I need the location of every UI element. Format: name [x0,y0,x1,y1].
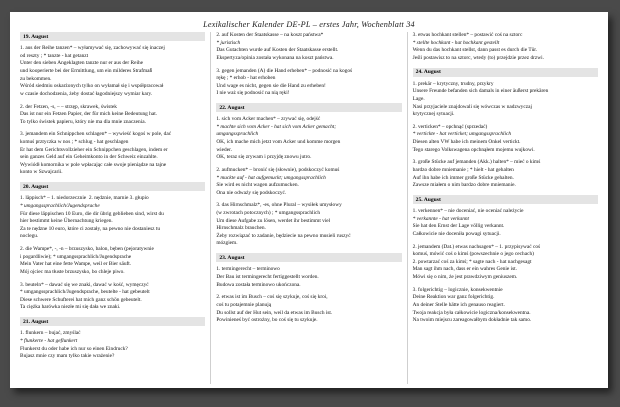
dictionary-entry [20,131,205,176]
entry-line: 1. läppisch* – 1. niedorzecznie 2. nędznie, marnie 3. głupio [20,195,149,202]
dictionary-entry [216,116,401,161]
entry-line: 2. jemandem (Dat.) etwas nachsagen* – 1. przypisywać coś [412,243,541,250]
entry-line: Mein Vater hat eine fette Wampe, weil er Bier säuft. [20,261,132,268]
entry-line: An deiner Stelle hätte ich genauso reagiert. [412,301,505,308]
dictionary-entry [216,32,401,62]
entry-line: 3. folgerichtig – logicznie, konsekwentnie [412,286,503,293]
entry-line: * vertickte - hat verticket; umgangssprachlich [412,131,512,138]
entry-line: Auf ihn habe ich immer große Stücke gehalten. [412,174,514,181]
entry-line: Twoja reakcja była całkowicie logiczna/konsekwentna. [412,309,531,316]
entry-line: 2. aufmucken* – bronić się (słownie), podskoczyć komuś [216,166,340,173]
entry-line: 3. jemandem ein Schnippchen schlagen* – wywieść kogoś w pole, dać [20,131,172,138]
entry-line: * umgangssprachlich/Jugendsprache [20,203,100,210]
entry-line: Unsere Freunde befanden sich damals in einer äußerst prekären [412,88,549,95]
entry-line: Mój ojciec ma tłuste brzuszysko, bo chleje piwo. [20,268,125,275]
dictionary-entry [20,330,205,360]
entry-line: Man sagt ihm nach, dass er ein wahres Genie ist. [412,266,517,273]
entry-line: Flunkerst du oder habe ich nur so einen Eindruck? [20,345,128,352]
entry-line: * machte sich vom Acker - hat sich vom Acker gemacht; [216,123,337,130]
entry-line: 2. auf Kosten der Staatskasse – na koszt państwa* [216,32,324,38]
entry-line: Mówi się o nim, że jest prawdziwym geniuszem. [412,274,518,281]
entry-line: 3. beuteln* – dawać się we znaki, dawać w kość, wymęczyć [20,281,149,288]
entry-line: * flunkerte - hat geflunkert [20,338,78,345]
entry-line: 1. prekär – krytyczny, trudny, przykry [412,80,494,87]
dictionary-entry [20,104,205,127]
entry-line: 3. gegen jemanden (A) die Hand erheben* – podnosić na kogoś [216,67,353,74]
entry-line: * verkannte - hat verkannt [412,215,470,222]
dictionary-entry [216,202,401,247]
entry-line: 2. etwas ist im Busch – coś się szykuje, coś się kroi, [216,294,328,301]
dictionary-entry [413,124,598,154]
columns-container [10,32,608,384]
entry-line: OK, teraz się zrywam i przyjdę znowu jutro. [216,154,312,161]
dictionary-entry [216,266,401,289]
entry-line: Das ist nur ein Fetzen Papier, der für mich keine Bedeutung hat. [20,111,158,118]
entry-line: Du sollst auf der Hut sein, weil da etwas im Busch ist. [216,309,333,316]
entry-line: Sie wird es nicht wagen aufzumucken. [216,182,299,189]
calendar-column-2 [210,32,406,384]
entry-line: Der Bau ist termingerecht fertiggestellt worden. [216,274,319,281]
calendar-column-3 [407,32,603,384]
entry-line: w czasie dochodzenia, żeby dostać łagodniejszy wymiar kary. [20,90,153,97]
entry-line: mózgiem. [216,240,238,247]
entry-line: Für diese läppischen 10 Euro, die dir übrig geblieben sind, wirst du [20,210,164,217]
entry-line: Ekspertyza/opinia została wykonana na koszt państwa. [216,54,334,61]
entry-line: krytycznej sytuacji. [412,111,455,118]
entry-line: konto w Szwajcarii. [20,169,63,176]
entry-line: Das Gutachten wurde auf Kosten der Staatskasse erstellt. [216,47,339,54]
entry-line: Wśród siedmiu oskarżonych tylko on wyłamał się i współpracował [20,83,164,90]
entry-line: Budowa została terminowo ukończona. [216,281,301,288]
entry-line: 1. aus der Reihe tanzen* – wyłamywać się, zachowywać się inaczej [20,45,165,52]
entry-line: * stellte hochkant - hat hochkant gestellt [412,39,500,46]
day-header: 21. August [20,317,205,326]
entry-line: Ta ciężka harówka niezłe mi się dała we znaki. [20,304,121,311]
entry-line: 3. etwas hochkant stellen* – postawić coś na sztorc [412,32,523,38]
dictionary-entry [216,294,401,324]
dictionary-entry [20,246,205,276]
entry-line: Tego starego Volkswagena opchnąłem mojemu wujkowi. [412,146,535,153]
entry-line: To tylko świstek papieru, który nie ma dla mnie znaczenia. [20,118,146,125]
day-header: 25. August [413,195,598,204]
dictionary-entry [216,167,401,197]
entry-line: Jeśli postawisz to na sztorc, wtedy (to) przejdzie przez drzwi. [412,54,544,61]
dictionary-entry [20,195,205,240]
entry-line: Bujasz mnie czy mam tylko takie wrażenie? [20,353,115,360]
entry-line: i pogardliwie); * umgangssprachlich/Jugendsprache [20,253,132,260]
entry-line: Lage. [412,95,425,102]
entry-line: zu bekommen. [20,75,52,82]
entry-line: 2. verticken* – opchnąć (sprzedać) [412,123,488,130]
entry-line: Nasi przyjaciele znajdowali się wówczas w nadzwyczaj [412,103,532,110]
entry-line: bardzo dobre mniemanie ; * hielt - hat gehalten [412,166,514,173]
entry-line: Ona nie odważy się podskoczyć. [216,189,287,196]
entry-line: umgangssprachlich [216,131,259,138]
document-page [10,12,608,388]
entry-line: 1. flunkern – bujać, zmyślać [20,330,81,337]
entry-line: Na twoim miejscu zareagowałbym dokładnie tak samo. [412,317,532,324]
entry-line: komuś prztyczka w nos ; * schlug - hat geschlagen [20,139,129,146]
dictionary-entry [413,244,598,282]
entry-line: hier bestimmt keine Übernachtung kriegen. [20,218,113,225]
entry-line: komuś, mówić coś o kimś (powszechnie o jego cechach) [412,251,534,258]
entry-line: 3. große Stücke auf jemanden (Akk.) halten* – mieć o kimś [412,159,541,166]
entry-line: Diese schwere Schufterei hat mich ganz schön gebeutelt. [20,296,142,303]
entry-line: Wywiódł komornika w pole wpłacając całe swoje pieniądze na tajne [20,161,167,168]
dictionary-entry [413,81,598,119]
entry-line: Zawsze miałem o nim bardzo dobre mniemanie. [412,182,516,189]
entry-line: Unter den sieben Angeklagten tanzte nur er aus der Reihe [20,60,144,67]
dictionary-entry [216,68,401,98]
entry-line: rękę ; * erhob - hat erhoben [216,75,276,82]
entry-line: und kooperierte bei der Ermittlung, um ein milderes Strafmaß [20,68,153,75]
entry-line: 2. powtarzać coś za kimś; * sagte nach - hat nachgesagt [412,258,532,265]
entry-line: (w zwrotach potocznych) ; * umgangssprachlich [216,210,321,217]
page-title: Lexikalischer Kalender DE-PL – erstes Jahr, Wochenblatt 34 [203,20,415,29]
entry-line: 1. sich vom Acker machen* – zrywać się, odejść [216,116,321,123]
entry-line: Hirnschmalz brauchen. [216,225,266,232]
entry-line: * juristisch [216,39,241,46]
entry-line: Całkowicie nie doceniła powagi sytuacji. [412,230,501,237]
dictionary-entry [413,287,598,325]
entry-line: Powinieneś być ostrożny, bo coś się tu szykuje. [216,317,318,324]
entry-line: sein ganzes Geld auf ein Geheimkonto in der Schweiz einzahlte. [20,154,158,161]
entry-line: OK, ich mache mich jetzt vom Acker und komme morgen [216,139,341,146]
entry-line: Żeby rozwiązać to zadanie, będziecie na pewno musieli ruszyć [216,232,351,239]
day-header: 22. August [216,103,401,112]
dictionary-entry [20,282,205,312]
day-header: 20. August [20,182,205,191]
entry-line: Er hat dem Gerichtsvollzieher ein Schnippchen geschlagen, indem er [20,146,168,153]
dictionary-entry [20,45,205,98]
entry-line: Und wage es nicht, gegen sie die Hand zu erheben! [216,82,326,89]
day-header: 19. August [20,32,205,41]
dictionary-entry [413,208,598,238]
entry-line: Za te nędzne 10 euro, które ci zostały, na pewno nie dostaniesz tu [20,225,161,232]
entry-line: Diesen alten VW habe ich meinem Onkel vertickt. [412,139,521,146]
entry-line: 2. die Wampe*, -, -n – brzuszysko, balon, bęben (pejoratywnie [20,246,154,253]
entry-line: od reszty ; * tanzte - hat getanzt [20,52,89,59]
entry-line: Deine Reaktion war ganz folgerichtig. [412,294,495,301]
entry-line: Wenn du das hochkant stellst, dann passt es durch die Tür. [412,47,538,54]
dictionary-entry [413,32,598,62]
entry-line: 2. der Fetzen, -s, – – strzęp, skrawek, świstek [20,103,117,110]
entry-line: Um diese Aufgabe zu lösen, werdet ihr bestimmt viel [216,217,331,224]
entry-line: * muckte auf - hat aufgemuckt; umgangssprachlich [216,174,326,181]
calendar-column-1 [15,32,210,384]
entry-line: coś tu potajemnie planują [216,301,272,308]
entry-line: * umgangssprachlich/Jugendsprache, beutelte - hat gebeutelt [20,289,150,296]
entry-line: 1. verkennen* – nie doceniać, nie oceniać należycie [412,208,524,215]
entry-line: I nie waż się podnosić na nią ręki! [216,90,290,97]
day-header: 24. August [413,68,598,77]
entry-line: wieder. [216,146,232,153]
dictionary-entry [413,159,598,189]
day-header: 23. August [216,253,401,262]
entry-line: Sie hat den Ernst der Lage völlig verkannt. [412,223,505,230]
entry-line: 1. termingerecht – terminowo [216,266,280,273]
entry-line: 3. das Hirnschmalz*, -es, ohne Plural – wysiłek umysłowy [216,202,342,209]
entry-line: noclegu. [20,233,39,240]
